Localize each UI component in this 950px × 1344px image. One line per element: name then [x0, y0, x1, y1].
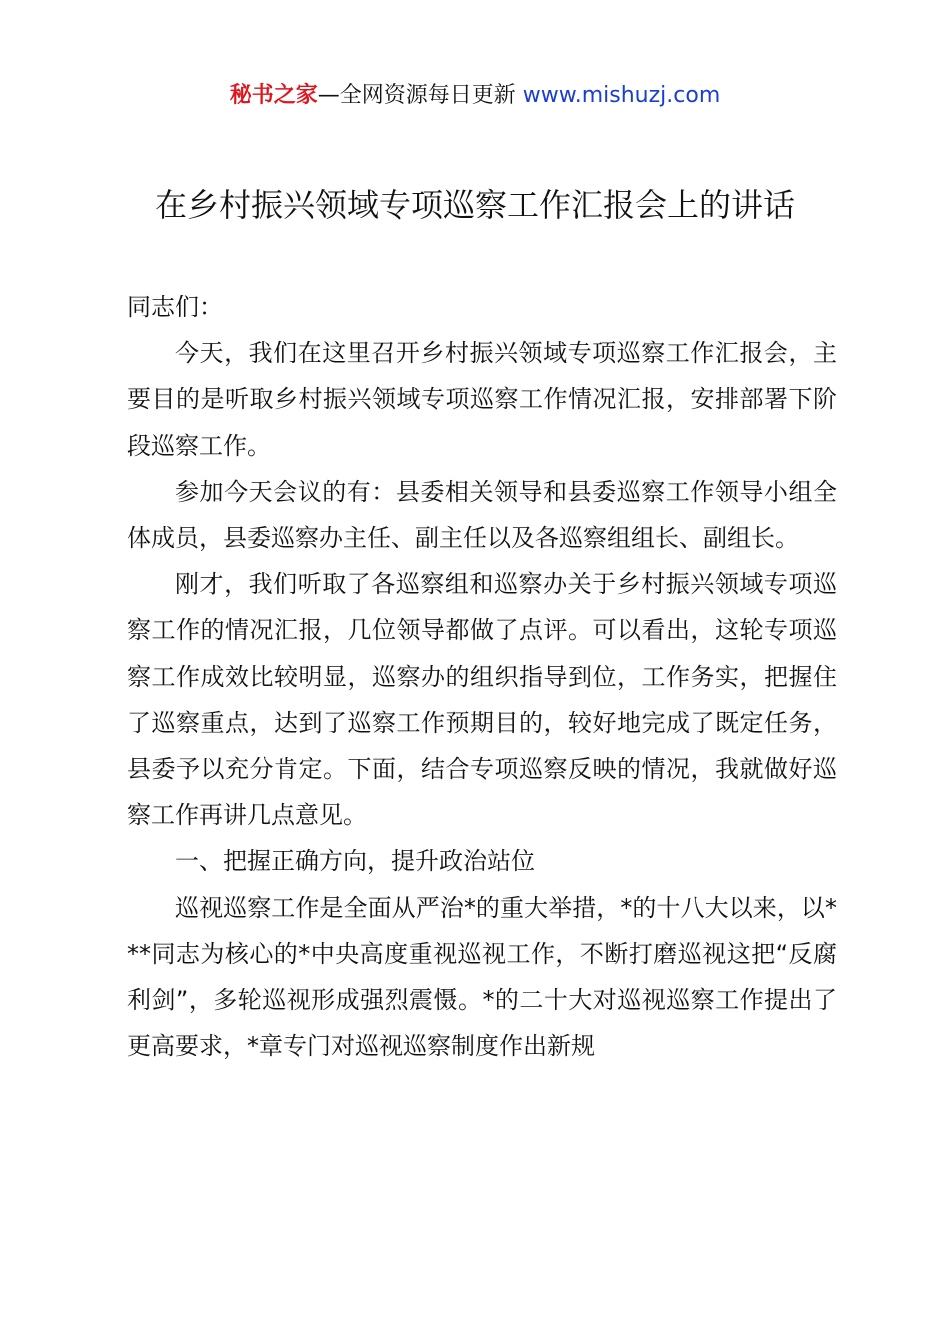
paragraph: 刚才，我们听取了各巡察组和巡察办关于乡村振兴领域专项巡察工作的情况汇报，几位领导都做了点评。可以看出，这轮专项巡察工作成效比较明显，巡察办的组织指导到位，工作务实，把握住了巡察重点，达到了巡察工作预期目的，较好地完成了既定任务，县委予以充分肯定。下面，结合专项巡察反映的情况，我就做好巡察工作再讲几点意见。 — [127, 570, 837, 830]
document-body — [127, 284, 837, 1069]
site-header — [0, 80, 950, 112]
site-url-link[interactable]: www.mishuzj.com — [522, 83, 721, 108]
paragraph: 巡视巡察工作是全面从严治*的重大举措，*的十八大以来，以***同志为核心的*中央高度重视巡视工作，不断打磨巡视这把“反腐利剑”，多轮巡视形成强烈震慑。*的二十大对巡视巡察工作提出了更高要求，*章专门对巡视巡察制度作出新规 — [127, 893, 837, 1061]
paragraph: 今天，我们在这里召开乡村振兴领域专项巡察工作汇报会，主要目的是听取乡村振兴领域专项巡察工作情况汇报，安排部署下阶段巡察工作。 — [127, 339, 837, 460]
salutation: 同志们： — [127, 293, 223, 321]
paragraph: 参加今天会议的有：县委相关领导和县委巡察工作领导小组全体成员，县委巡察办主任、副主任以及各巡察组组长、副组长。 — [127, 477, 837, 553]
section-heading: 一、把握正确方向，提升政治站位 — [175, 847, 535, 876]
site-brand: 秘书之家 — [229, 83, 318, 108]
document-title: 在乡村振兴领域专项巡察工作汇报会上的讲话 — [154, 186, 795, 224]
site-slogan: —全网资源每日更新 — [317, 83, 523, 108]
